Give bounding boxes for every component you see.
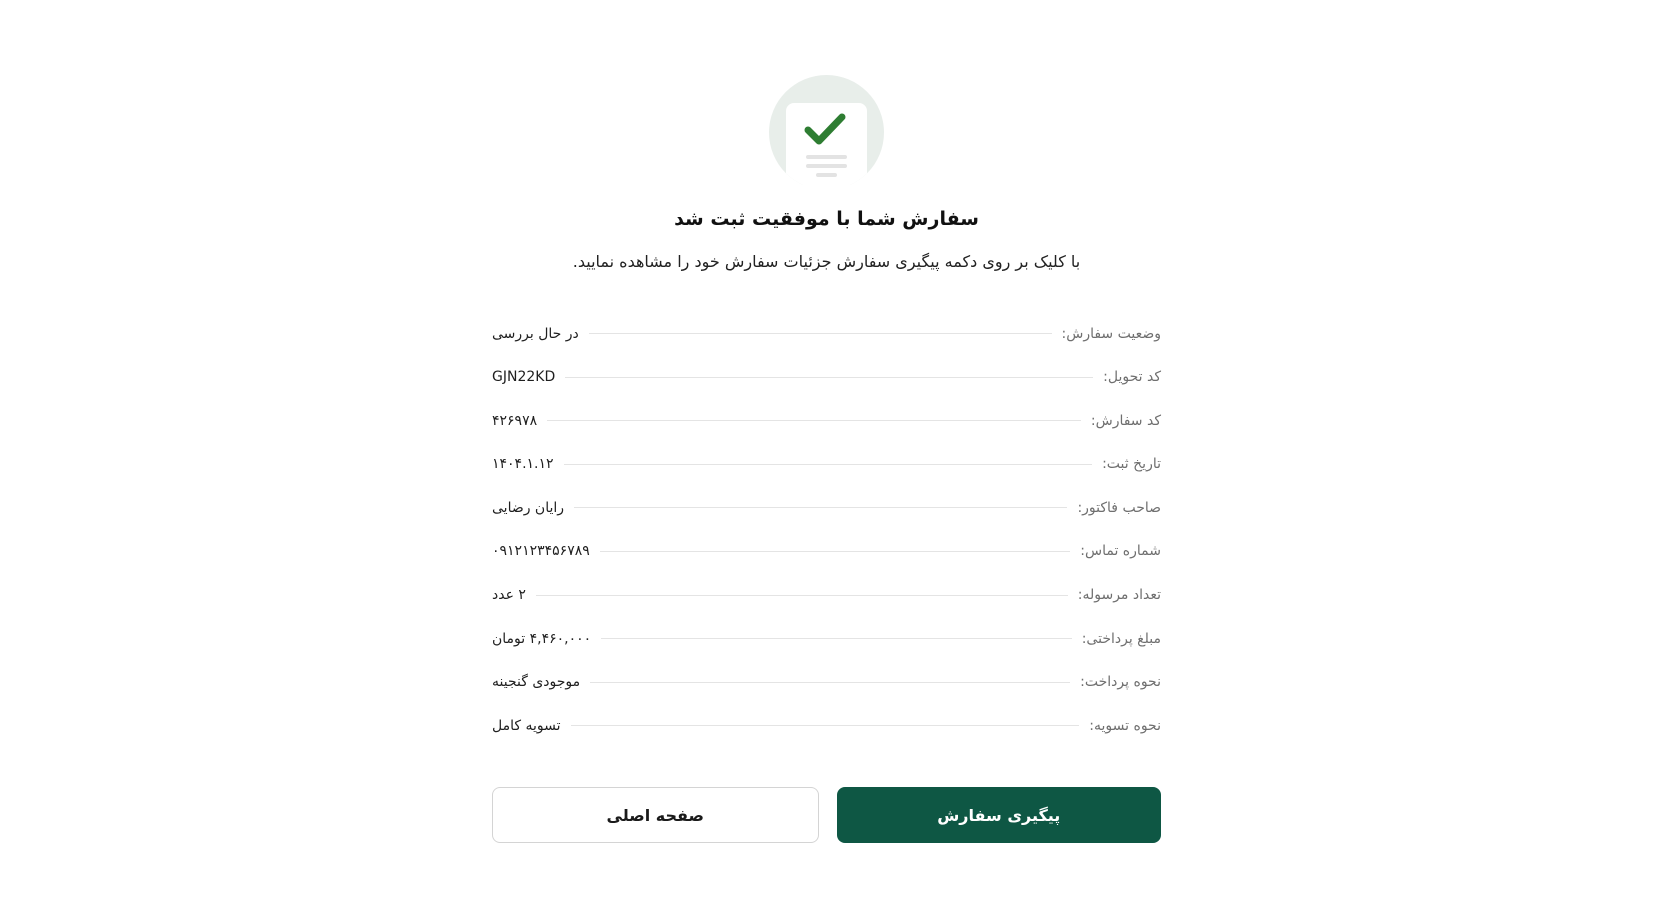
dotted-divider xyxy=(564,464,1093,465)
detail-row-delivery-code xyxy=(492,363,1161,392)
detail-value: موجودی گنجینه xyxy=(492,674,581,691)
detail-row-payment-method xyxy=(492,668,1161,697)
detail-value: ۴,۴۶۰,۰۰۰ تومان xyxy=(492,630,592,647)
dotted-divider xyxy=(600,551,1071,552)
detail-row-order-code xyxy=(492,406,1161,435)
detail-value: تسویه کامل xyxy=(492,717,561,734)
detail-row-parcel-count xyxy=(492,581,1161,610)
detail-row-phone-number xyxy=(492,537,1161,566)
detail-row-paid-amount xyxy=(492,624,1161,653)
detail-value: GJN22KD xyxy=(492,369,556,386)
track-order-button[interactable]: پیگیری سفارش xyxy=(837,787,1162,843)
receipt-check-icon xyxy=(769,75,884,185)
dotted-divider xyxy=(547,420,1081,421)
detail-value: ۴۲۶۹۷۸ xyxy=(492,412,538,429)
dotted-divider xyxy=(574,507,1067,508)
detail-value: در حال بررسی xyxy=(492,325,579,342)
action-buttons xyxy=(492,787,1161,843)
detail-row-invoice-owner xyxy=(492,493,1161,522)
detail-row-order-status xyxy=(492,319,1161,348)
home-page-button[interactable]: صفحه اصلی xyxy=(492,787,819,843)
dotted-divider xyxy=(590,682,1070,683)
detail-label: مبلغ پرداختی: xyxy=(1081,630,1161,647)
detail-label: صاحب فاکتور: xyxy=(1077,499,1161,516)
detail-label: تعداد مرسوله: xyxy=(1077,587,1161,604)
detail-label: کد سفارش: xyxy=(1090,412,1161,429)
detail-label: نحوه تسویه: xyxy=(1089,717,1161,734)
dotted-divider xyxy=(601,638,1072,639)
detail-label: وضعیت سفارش: xyxy=(1061,325,1161,342)
dotted-divider xyxy=(571,725,1080,726)
detail-value: ۰۹۱۲۱۲۳۴۵۶۷۸۹ xyxy=(492,543,590,560)
detail-label: شماره تماس: xyxy=(1080,543,1161,560)
detail-row-register-date xyxy=(492,450,1161,479)
dotted-divider xyxy=(589,333,1052,334)
detail-label: نحوه پرداخت: xyxy=(1080,674,1161,691)
order-details-list xyxy=(492,319,1161,755)
dotted-divider xyxy=(536,595,1068,596)
page-title: سفارش شما با موفقیت ثبت شد xyxy=(674,208,979,230)
detail-row-settlement-method xyxy=(492,711,1161,740)
detail-value: ۲ عدد xyxy=(492,587,526,604)
detail-value: ۱۴۰۴.۱.۱۲ xyxy=(492,456,554,473)
detail-label: کد تحویل: xyxy=(1103,369,1161,386)
detail-value: رایان رضایی xyxy=(492,499,565,516)
detail-label: تاریخ ثبت: xyxy=(1102,456,1161,473)
dotted-divider xyxy=(565,377,1093,378)
page-subtitle: با کلیک بر روی دکمه پیگیری سفارش جزئیات سفارش خود را مشاهده نمایید. xyxy=(572,252,1081,271)
